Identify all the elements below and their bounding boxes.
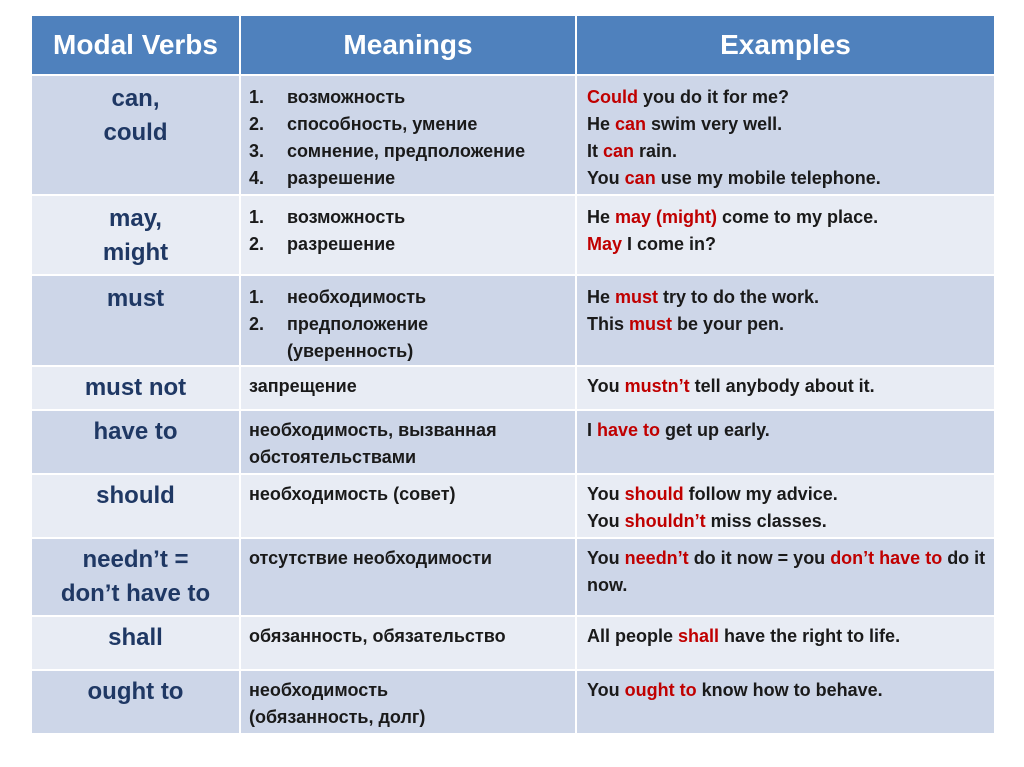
table-row (32, 539, 994, 615)
modal-highlight: can (615, 114, 647, 134)
example-sentence: This must be your pen. (587, 314, 785, 334)
examples-cell (577, 276, 994, 365)
example-sentence: He may (might) come to my place. (587, 207, 879, 227)
example-sentence: All people shall have the right to life. (587, 626, 901, 646)
verb-cell (32, 367, 239, 409)
meaning-text: (обязанность, долг) (249, 707, 426, 727)
example-sentence: It can rain. (587, 141, 678, 161)
header-examples: Examples (577, 16, 994, 74)
meanings-cell (241, 367, 575, 409)
verb-text: have to (93, 418, 178, 445)
verb-cell (32, 411, 239, 473)
verb-cell (32, 671, 239, 733)
table-row (32, 475, 994, 537)
modal-highlight: must (615, 287, 659, 307)
meaning-text: сомнение, предположение (287, 141, 526, 161)
list-number: 4. (249, 168, 265, 188)
modal-highlight: should (624, 484, 684, 504)
example-sentence: You can use my mobile telephone. (587, 168, 881, 188)
meaning-text: (уверенность) (287, 341, 414, 361)
list-number: 1. (249, 287, 265, 307)
examples-cell (577, 411, 994, 473)
verb-text: must (106, 285, 165, 312)
examples-cell (577, 539, 994, 615)
header-row (32, 16, 994, 74)
modal-highlight: don’t have to (830, 548, 943, 568)
verb-text: must not (84, 374, 187, 401)
verb-cell (32, 196, 239, 274)
verb-text: could (103, 119, 168, 146)
meaning-text: запрещение (249, 376, 357, 396)
meanings-cell (241, 617, 575, 669)
verb-text: needn’t = (82, 546, 189, 573)
modal-highlight: mustn’t (624, 376, 690, 396)
modal-highlight: must (629, 314, 673, 334)
table-row (32, 76, 994, 194)
example-sentence: I have to get up early. (587, 420, 770, 440)
modal-highlight: ought to (624, 680, 697, 700)
modal-highlight: may (might) (615, 207, 718, 227)
meaning-text: возможность (287, 87, 406, 107)
verb-text: can, (111, 85, 160, 112)
list-number: 2. (249, 314, 265, 334)
examples-cell (577, 671, 994, 733)
meaning-text: необходимость (287, 287, 427, 307)
example-sentence: You shouldn’t miss classes. (587, 511, 827, 531)
table-row (32, 276, 994, 365)
list-number: 1. (249, 207, 265, 227)
meanings-cell (241, 411, 575, 473)
example-sentence: May I come in? (587, 234, 717, 254)
header-modal-verbs: Modal Verbs (32, 16, 239, 74)
verb-text: don’t have to (60, 580, 211, 607)
verb-cell (32, 276, 239, 365)
list-number: 3. (249, 141, 265, 161)
modal-highlight: can (603, 141, 635, 161)
example-sentence: He must try to do the work. (587, 287, 820, 307)
list-number: 2. (249, 114, 265, 134)
list-number: 2. (249, 234, 265, 254)
meanings-cell (241, 475, 575, 537)
meaning-text: необходимость (249, 680, 389, 700)
meanings-cell (241, 539, 575, 615)
verb-text: should (96, 482, 175, 509)
meaning-text: необходимость (совет) (249, 484, 456, 504)
table-row (32, 411, 994, 473)
verb-cell (32, 76, 239, 194)
modal-highlight: needn’t (624, 548, 689, 568)
meaning-text: разрешение (287, 234, 396, 254)
table-row (32, 196, 994, 274)
meanings-cell (241, 276, 575, 365)
meanings-cell (241, 196, 575, 274)
meanings-cell (241, 76, 575, 194)
meaning-text: способность, умение (287, 114, 478, 134)
verb-cell (32, 539, 239, 615)
meaning-text: обязанность, обязательство (249, 626, 506, 646)
table-row (32, 367, 994, 409)
examples-cell (577, 617, 994, 669)
verb-text: shall (108, 624, 163, 651)
meaning-text: разрешение (287, 168, 396, 188)
modal-verbs-table (30, 14, 996, 735)
modal-highlight: shouldn’t (624, 511, 706, 531)
verb-cell (32, 617, 239, 669)
modal-highlight: shall (678, 626, 720, 646)
example-sentence: You should follow my advice. (587, 484, 838, 504)
meaning-text: предположение (287, 314, 429, 334)
table-row (32, 671, 994, 733)
example-sentence: Could you do it for me? (587, 87, 789, 107)
modal-highlight: have to (597, 420, 661, 440)
meaning-text: возможность (287, 207, 406, 227)
example-sentence: You ought to know how to behave. (587, 680, 883, 700)
example-sentence: You needn’t do it now = you don’t have to do it now. (587, 548, 986, 595)
verb-text: ought to (87, 678, 184, 705)
example-sentence: You mustn’t tell anybody about it. (587, 376, 875, 396)
examples-cell (577, 475, 994, 537)
meaning-text: отсутствие необходимости (249, 548, 492, 568)
verb-text: might (102, 239, 169, 266)
modal-highlight: May (587, 234, 623, 254)
examples-cell (577, 367, 994, 409)
verb-cell (32, 475, 239, 537)
examples-cell (577, 76, 994, 194)
table-row (32, 617, 994, 669)
verb-text: may, (109, 205, 162, 232)
example-sentence: He can swim very well. (587, 114, 783, 134)
meanings-cell (241, 671, 575, 733)
examples-cell (577, 196, 994, 274)
modal-highlight: can (624, 168, 656, 188)
header-meanings: Meanings (241, 16, 575, 74)
list-number: 1. (249, 87, 265, 107)
modal-highlight: Could (587, 87, 638, 107)
meaning-text: необходимость, вызванная обстоятельствами (249, 420, 497, 467)
